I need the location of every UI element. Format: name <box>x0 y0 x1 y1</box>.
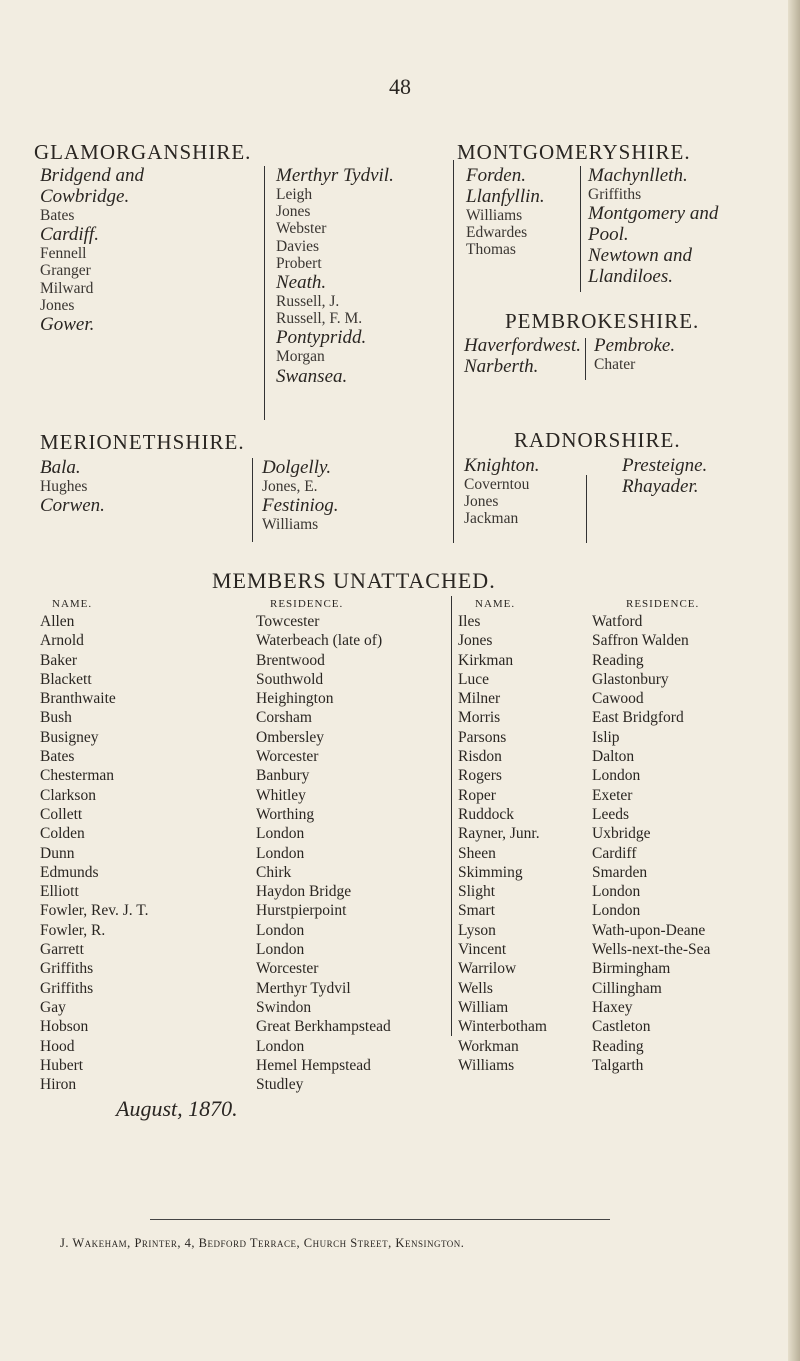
member-residence: Corsham <box>256 709 312 727</box>
member-residence: Talgarth <box>592 1056 644 1074</box>
member-name: Williams <box>458 1056 515 1074</box>
member-residence: Haxey <box>592 998 633 1016</box>
glamorgan-column-2 <box>276 165 394 387</box>
member-residence: Studley <box>256 1076 304 1094</box>
place-heading: Cowbridge. <box>40 186 130 207</box>
place-heading: Machynlleth. <box>588 165 688 186</box>
member-name: Bush <box>40 709 72 727</box>
member-name: Thomas <box>466 241 516 259</box>
place-heading: Haverfordwest. <box>464 335 581 356</box>
place-heading: Newtown and <box>588 245 692 267</box>
member-name: Blackett <box>40 670 92 688</box>
member-residence: Chirk <box>256 863 292 881</box>
member-residence: Banbury <box>256 767 310 785</box>
member-name: Hood <box>40 1037 75 1055</box>
member-name: Griffiths <box>40 979 94 997</box>
member-name: Rayner, Junr. <box>458 825 540 843</box>
member-residence: Smarden <box>592 863 648 881</box>
place-heading: Dolgelly. <box>262 457 332 478</box>
member-name: Jones <box>464 493 499 511</box>
county-title-radnorshire: RADNORSHIRE. <box>514 428 681 452</box>
member-name: Elliott <box>40 883 79 901</box>
column-divider <box>252 458 253 542</box>
member-name: Collett <box>40 805 83 823</box>
member-name: Leigh <box>276 186 313 203</box>
montgomery-column-2 <box>588 165 718 287</box>
member-name: Lyson <box>458 921 496 939</box>
member-name: Fowler, Rev. J. T. <box>40 902 149 920</box>
member-residence: Whitley <box>256 786 306 804</box>
column-divider <box>585 338 586 380</box>
member-name: Griffiths <box>40 960 94 978</box>
county-title-montgomeryshire: MONTGOMERYSHIRE. <box>457 140 691 164</box>
member-residence: Haydon Bridge <box>256 883 352 901</box>
place-heading: Knighton. <box>464 455 540 476</box>
member-name: Milner <box>458 690 501 708</box>
member-residence: Islip <box>592 728 620 746</box>
member-name: Probert <box>276 254 322 272</box>
county-title-pembrokeshire: PEMBROKESHIRE. <box>505 309 700 333</box>
member-name: William <box>458 998 509 1016</box>
member-residence: London <box>256 921 305 939</box>
place-heading: Llandiloes. <box>588 266 673 288</box>
member-residence: Dalton <box>592 748 635 766</box>
member-name: Williams <box>466 207 523 224</box>
member-residence: Heighington <box>256 690 334 708</box>
member-name: Slight <box>458 883 496 901</box>
page-number: 48 <box>389 74 411 99</box>
member-residence: Worthing <box>256 805 315 823</box>
member-name: Skimming <box>458 863 523 881</box>
pembroke-column-1 <box>464 335 581 377</box>
member-name: Hughes <box>40 478 88 495</box>
place-heading: Festiniog. <box>262 495 339 517</box>
member-name: Jackman <box>464 510 519 528</box>
place-heading: Narberth. <box>464 356 539 377</box>
member-residence: Hurstpierpoint <box>256 902 347 920</box>
member-name: Warrilow <box>458 960 517 978</box>
place-heading: Neath. <box>276 272 327 294</box>
member-name: Ruddock <box>458 805 514 823</box>
pembroke-column-2 <box>594 335 675 373</box>
member-name: Branthwaite <box>40 690 116 708</box>
member-name: Iles <box>458 613 481 630</box>
member-residence: Brentwood <box>256 651 325 669</box>
member-residence: Cillingham <box>592 979 662 997</box>
place-heading: Presteigne. <box>622 455 708 476</box>
member-name: Arnold <box>40 632 84 650</box>
member-name: Edwardes <box>466 224 528 242</box>
right-name-column <box>458 612 547 1075</box>
place-heading: Bridgend and <box>40 165 144 186</box>
member-name: Bates <box>40 207 75 224</box>
member-name: Jones, E. <box>262 478 318 495</box>
member-name: Jones <box>40 296 75 314</box>
member-residence: Worcester <box>256 748 319 766</box>
merioneth-column-2 <box>262 457 339 533</box>
place-heading: Merthyr Tydvil. <box>276 165 394 186</box>
left-name-column <box>40 612 148 1094</box>
member-name: Busigney <box>40 728 99 746</box>
member-name: Jones <box>276 203 311 221</box>
member-residence: London <box>592 883 641 901</box>
member-name: Clarkson <box>40 786 96 804</box>
member-residence: London <box>256 825 305 843</box>
member-name: Luce <box>458 670 489 688</box>
member-name: Granger <box>40 262 91 280</box>
county-title-glamorganshire: GLAMORGANSHIRE. <box>34 140 252 164</box>
member-residence: Swindon <box>256 998 312 1016</box>
radnor-column-2 <box>622 455 707 497</box>
member-name: Morgan <box>276 348 325 366</box>
member-name: Dunn <box>40 844 75 862</box>
member-residence: London <box>256 941 305 959</box>
member-residence: Towcester <box>256 613 320 630</box>
column-divider <box>264 166 265 420</box>
section-title-members-unattached: MEMBERS UNATTACHED. <box>212 568 496 593</box>
member-name: Chater <box>594 356 636 373</box>
member-name: Davies <box>276 237 320 255</box>
radnor-column-1 <box>464 455 539 528</box>
member-residence: East Bridgford <box>592 709 684 727</box>
member-name: Rogers <box>458 767 502 785</box>
member-name: Allen <box>40 613 75 630</box>
member-residence: London <box>592 902 641 920</box>
member-residence: Watford <box>592 613 643 630</box>
member-name: Vincent <box>458 941 507 959</box>
member-name: Garrett <box>40 941 84 959</box>
page-edge-shadow <box>788 0 800 1361</box>
member-residence: Exeter <box>592 786 633 804</box>
member-name: Smart <box>458 902 496 920</box>
member-residence: Wath-upon-Deane <box>592 921 706 939</box>
footer-rule <box>150 1219 610 1220</box>
member-residence: Worcester <box>256 960 319 978</box>
place-heading: Bala. <box>40 457 81 478</box>
member-name: Hubert <box>40 1056 84 1074</box>
montgomery-column-1 <box>466 165 545 259</box>
place-heading: Corwen. <box>40 495 105 517</box>
member-residence: Great Berkhampstead <box>256 1018 391 1036</box>
member-name: Kirkman <box>458 651 514 669</box>
member-residence: Cawood <box>592 690 644 708</box>
member-residence: London <box>592 767 641 785</box>
header-residence-left: RESIDENCE. <box>270 598 344 610</box>
member-name: Sheen <box>458 844 496 862</box>
member-name: Risdon <box>458 748 502 766</box>
member-residence: Leeds <box>592 805 630 823</box>
member-name: Russell, F. M. <box>276 310 363 328</box>
member-name: Morris <box>458 709 501 727</box>
member-residence: Reading <box>592 651 644 669</box>
table-center-divider <box>451 596 452 1036</box>
member-residence: Merthyr Tydvil <box>256 979 351 997</box>
member-name: Hobson <box>40 1018 89 1036</box>
column-divider <box>586 475 587 543</box>
place-heading: Swansea. <box>276 365 348 387</box>
header-name-left: NAME. <box>52 598 93 610</box>
member-name: Edmunds <box>40 863 99 881</box>
member-name: Fennell <box>40 245 87 263</box>
left-residence-column <box>256 612 391 1094</box>
member-residence: Southwold <box>256 670 324 688</box>
member-name: Gay <box>40 998 66 1016</box>
header-residence-right: RESIDENCE. <box>626 598 700 610</box>
member-name: Fowler, R. <box>40 921 106 939</box>
member-name: Webster <box>276 220 327 238</box>
place-heading: Gower. <box>40 314 95 336</box>
member-residence: Wells-next-the-Sea <box>592 941 711 959</box>
member-name: Hiron <box>40 1076 77 1094</box>
member-residence: Uxbridge <box>592 825 651 843</box>
printer-imprint <box>60 1236 464 1251</box>
right-residence-column <box>592 612 710 1075</box>
member-name: Winterbotham <box>458 1018 547 1036</box>
member-name: Colden <box>40 825 85 843</box>
member-name: Wells <box>458 979 493 997</box>
member-residence: Glastonbury <box>592 670 669 688</box>
member-name: Chesterman <box>40 767 115 785</box>
glamorgan-column-1 <box>40 165 144 335</box>
column-divider <box>580 166 581 292</box>
member-residence: Waterbeach (late of) <box>256 632 383 650</box>
header-name-right: NAME. <box>475 598 516 610</box>
member-residence: Cardiff <box>592 844 637 862</box>
member-residence: Birmingham <box>592 960 671 978</box>
member-residence: Castleton <box>592 1018 651 1036</box>
member-residence: Saffron Walden <box>592 632 689 650</box>
member-name: Bates <box>40 748 75 766</box>
member-name: Workman <box>458 1037 519 1055</box>
center-divider <box>453 160 454 543</box>
printer-name: J. Wakeham, <box>60 1236 131 1250</box>
place-heading: Pembroke. <box>594 335 676 356</box>
member-residence: Hemel Hempstead <box>256 1056 371 1074</box>
place-heading: Rhayader. <box>622 476 699 497</box>
member-residence: London <box>256 1037 305 1055</box>
member-name: Griffiths <box>588 186 642 203</box>
date-line: August, 1870. <box>116 1096 238 1121</box>
county-title-merionethshire: MERIONETHSHIRE. <box>40 430 245 454</box>
place-heading: Llanfyllin. <box>466 186 545 207</box>
member-name: Parsons <box>458 728 507 746</box>
member-name: Milward <box>40 279 94 297</box>
printer-address: Printer, 4, Bedford Terrace, Church Street, Kensington. <box>134 1236 465 1250</box>
place-heading: Pontypridd. <box>276 327 367 349</box>
member-residence: London <box>256 844 305 862</box>
member-residence: Ombersley <box>256 728 325 746</box>
place-heading: Montgomery and <box>588 203 719 225</box>
member-name: Russell, J. <box>276 293 340 311</box>
place-heading: Cardiff. <box>40 224 99 246</box>
member-residence: Reading <box>592 1037 644 1055</box>
member-name: Baker <box>40 651 78 669</box>
member-name: Roper <box>458 786 496 804</box>
merioneth-column-1 <box>40 457 105 516</box>
place-heading: Forden. <box>466 165 526 186</box>
member-name: Coverntou <box>464 476 530 493</box>
member-name: Williams <box>262 516 319 534</box>
place-heading: Pool. <box>588 224 629 246</box>
member-name: Jones <box>458 632 493 650</box>
